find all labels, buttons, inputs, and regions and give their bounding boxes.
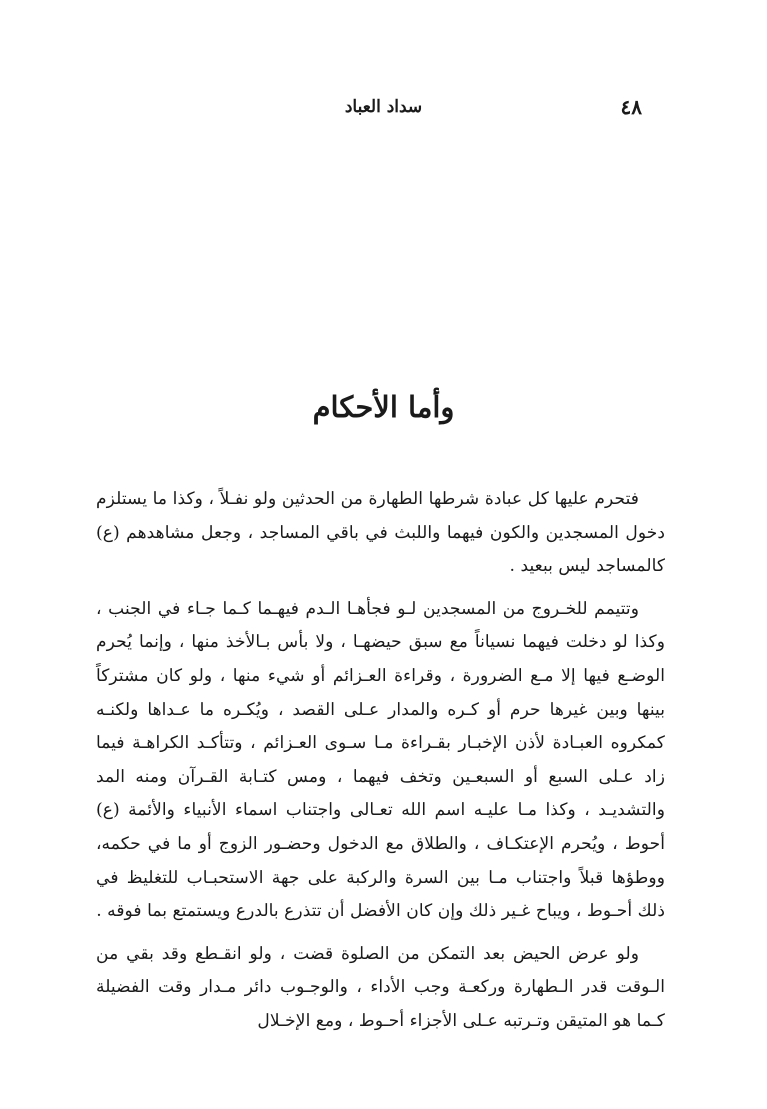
paragraph: فتحرم عليها كل عبادة شرطها الطهارة من الحدثين ولو نفـلاً ، وكذا ما يستلزم دخول المسجدين والكون فيهما واللبث في باقي المساجد ، وجعل مشاهدهم (ع) كالمساجد ليس ببعيد .: [96, 489, 665, 577]
paragraph: ولو عرض الحيض بعد التمكن من الصلوة قضت ، ولو انقـطع وقد بقي من الـوقت قدر الـطهارة وركعـة وجب الأداء ، والوجـوب دائر مـدار وقت الفضيلة كـما هو المتيقن وتـرتبه عـلى الأجزاء أحـوط ، ومع الإخـلال: [96, 943, 665, 1031]
page-number: ٤٨: [620, 95, 642, 119]
section-title: وأما الأحكام: [312, 390, 455, 424]
page-header: [95, 95, 672, 125]
running-title: سداد العباد: [344, 97, 423, 117]
paragraph: وتتيمم للخـروج من المسجدين لـو فجأهـا الـدم فيهـما كـما جـاء في الجنب ، وكذا لو دخلت فيهما نسياناً مع سبق حيضهـا ، ولا بأس بـالأخذ منها ، وإنما يُحرم الوضـع فيها إلا مـع الضرورة ، وقراءة العـزائم أو شيء منها ، ولو كان مشتركاً بينها وبين غيرها حرم أو كـره والمدار عـلى القصد ، ويُكـره ما عـداها ولكنـه كمكروه العبـادة لأذن الإخبـار بقـراءة مـا سـوى العـزائم ، وتتأكـد الكراهـة فيما زاد عـلى السبع أو السبعـين وتخف فيهما ، ومس كتـابة القـرآن ومنه المد والتشديـد ، وكذا مـا عليـه اسم الله تعـالى واجتناب اسماء الأنبياء والأئمة (ع) أحوط ، ويُحرم الإعتكـاف ، والطلاق مع الدخول وحضـور الزوج أو ما في حكمه، ووطؤها قبلاً واجتناب مـا بين السرة والركبة على جهة الاستحبـاب للتغليظ في ذلك أحـوط ، ويباح غـير ذلك وإن كان الأفضل أن تتذرع بالدرع ويستمتع بما فوقه .: [96, 598, 665, 922]
body-text: [96, 483, 665, 1039]
